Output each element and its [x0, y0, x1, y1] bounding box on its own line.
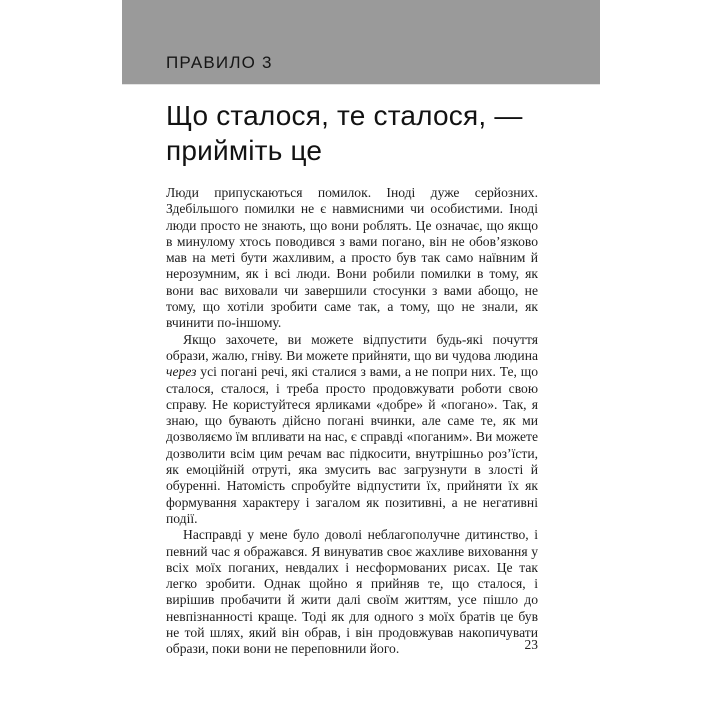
paragraph-2-text-cont: усі погані речі, які сталися з вами, а не попри них. Те, що сталося, сталося, і треба просто продовжувати роботи свою справу. Не користуйтеся ярликами «добре» й «погано». Так, я знаю, що бувають дійсно погані вчинки, але саме те, як ми дозволяємо їм впливати на нас, є справді «поганим». Ви можете дозволити всім цим речам вас підкосити, внутрішньо роз’їсти, як емоційній отруті, яка змусить вас загрузнути в злості й обуренні. Натомість спробуйте відпустити їх, прийняти їх як формування характеру і загалом як позитивні, а не негативні події. [166, 364, 538, 526]
paragraph-3: Насправді у мене було доволі неблагополучне дитинство, і певний час я ображався. Я винуватив своє жахливе виховання у всіх моїх поганих, невдалих і несформованих рисах. Це так легко зробити. Однак щойно я прийняв те, що сталося, і вирішив пробачити й жити далі своїм життям, усе пішло до невпізнанності краще. Тоді як для одного з моїх братів це був не той шлях, який він обрав, і він продовжував накопичувати образи, поки вони не переповнили його. [166, 527, 538, 657]
paragraph-2-text: Якщо захочете, ви можете відпустити будь-які почуття образи, жалю, гніву. Ви можете прийняти, що ви чудова людина [166, 331, 538, 363]
chapter-title-line2: прийміть це [166, 135, 323, 166]
body-text [166, 185, 538, 658]
paragraph-2 [166, 332, 538, 528]
chapter-title [166, 98, 586, 168]
chapter-title-line1: Що сталося, те сталося, — [166, 100, 523, 131]
paragraph-1: Люди припускаються помилок. Іноді дуже серйозних. Здебільшого помилки не є навмисними чи особистими. Іноді люди просто не знають, що вони роблять. Це означає, що якщо в минулому хтось поводився з вами погано, він не обов’язково мав на меті бути жахливим, а просто був так само наївним й нерозумним, як і всі люди. Вони робили помилки в тому, як вони вас виховали чи завершили стосунки з вами абощо, не тому, що хотіли зробити саме так, а тому, що не знали, як вчинити по-іншому. [166, 185, 538, 331]
chapter-header-band [122, 0, 600, 85]
paragraph-2-italic-word: через [166, 364, 197, 380]
page-number: 23 [524, 637, 538, 652]
chapter-label: ПРАВИЛО 3 [166, 53, 273, 72]
